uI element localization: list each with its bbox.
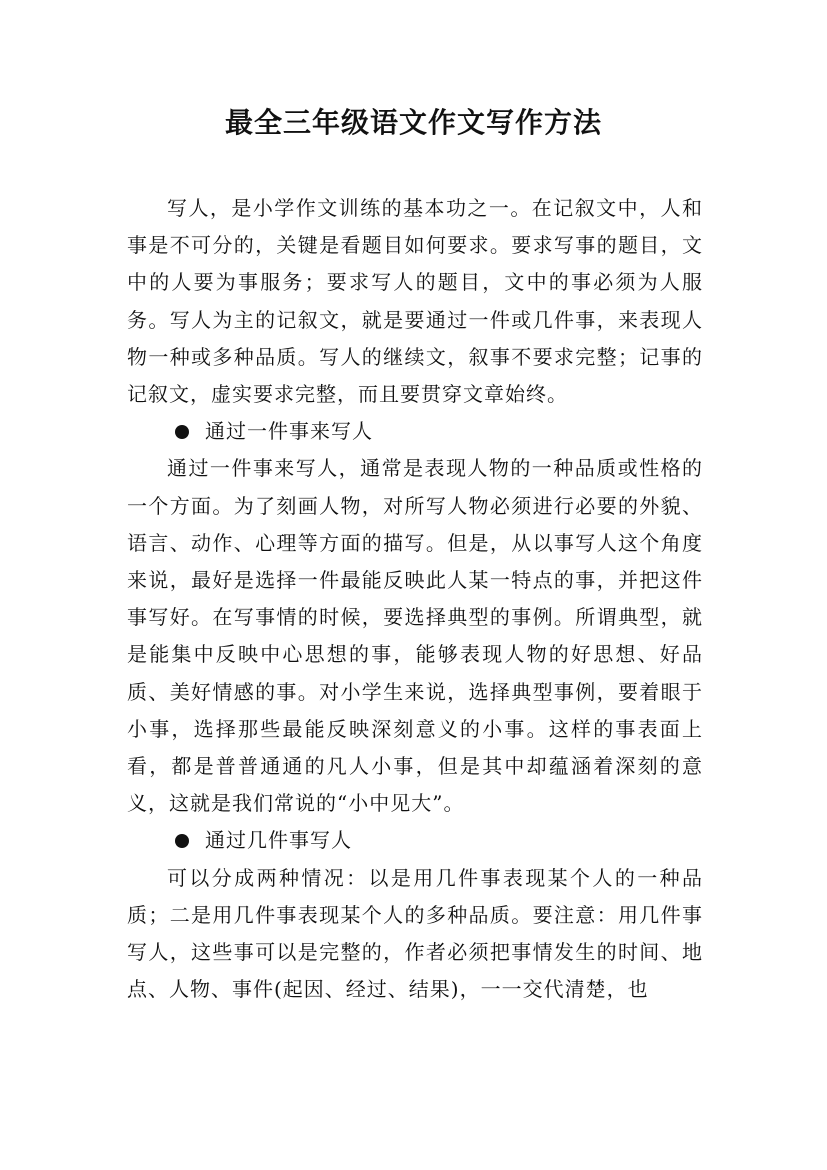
paragraph-intro: 写人，是小学作文训练的基本功之一。在记叙文中，人和事是不可分的，关键是看题目如何要求。要求写事的题目，文中的人要为事服务；要求写人的题目，文中的事必须为人服务。写人为主的记叙文，就是要通过一件或几件事，来表现人物一种或多种品质。写人的继续文，叙事不要求完整；记事的记叙文，虚实要求完整，而且要贯穿文章始终。 bbox=[127, 196, 703, 407]
document-title: 最全三年级语文作文写作方法 bbox=[224, 106, 602, 139]
bullet-heading-several-events bbox=[127, 822, 703, 859]
bullet-dot-icon bbox=[175, 425, 189, 439]
bullet-dot-icon bbox=[175, 834, 189, 848]
bullet-heading-text: 通过一件事来写人 bbox=[205, 419, 373, 444]
bullet-heading-one-event bbox=[127, 413, 703, 450]
document-body bbox=[127, 190, 703, 1008]
bullet-heading-text: 通过几件事写人 bbox=[205, 828, 352, 853]
paragraph-one-event: 通过一件事来写人，通常是表现人物的一种品质或性格的一个方面。为了刻画人物，对所写人物必须进行必要的外貌、语言、动作、心理等方面的描写。但是，从以事写人这个角度来说，最好是选择一件最能反映此人某一特点的事，并把这件事写好。在写事情的时候，要选择典型的事例。所谓典型，就是能集中反映中心思想的事，能够表现人物的好思想、好品质、美好情感的事。对小学生来说，选择典型事例，要着眼于小事，选择那些最能反映深刻意义的小事。这样的事表面上看，都是普普通通的凡人小事，但是其中却蕴涵着深刻的意义，这就是我们常说的“小中见大”。 bbox=[127, 456, 703, 816]
paragraph-several-events: 可以分成两种情况：以是用几件事表现某个人的一种品质；二是用几件事表现某个人的多种品质。要注意：用几件事写人，这些事可以是完整的，作者必须把事情发生的时间、地点、人物、事件(起因、经过、结果)，一一交代清楚，也 bbox=[127, 865, 703, 1002]
